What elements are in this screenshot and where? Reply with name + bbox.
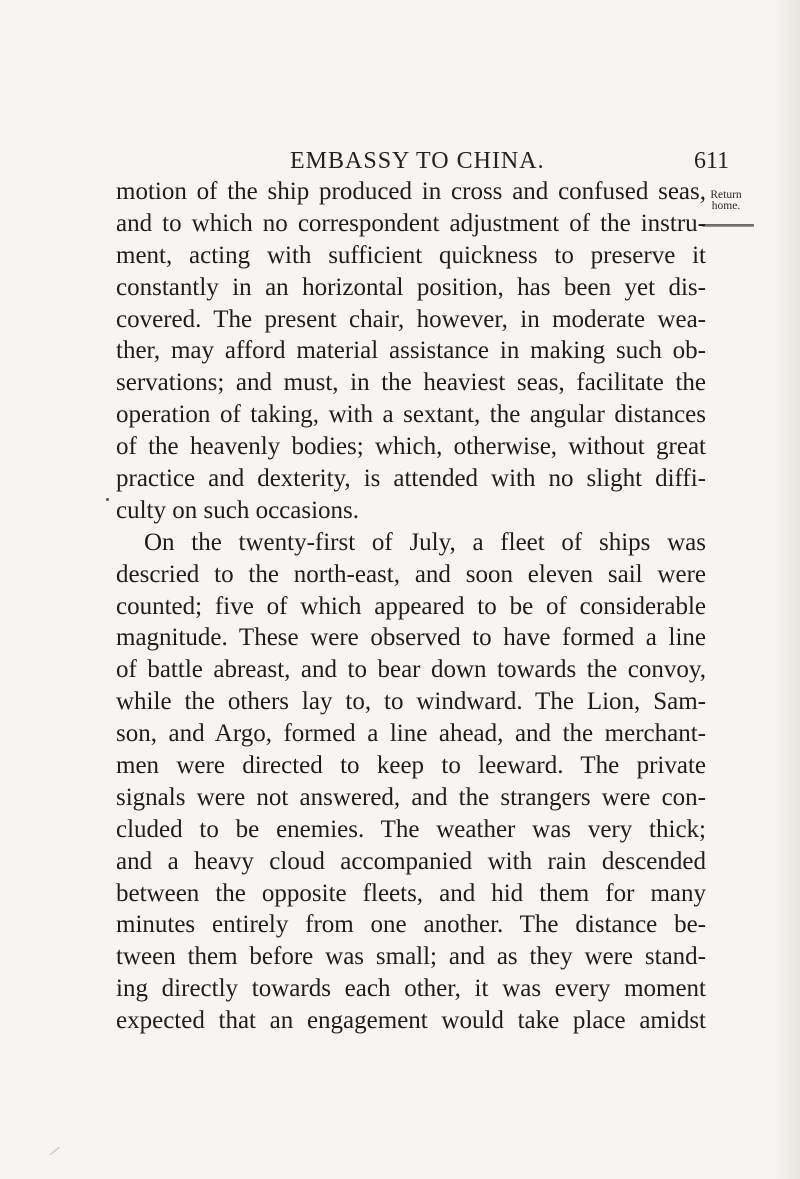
text-line: while the others lay to, to windward. The Lion, Sam- <box>116 688 706 716</box>
marginal-note-line-1: Return <box>710 189 742 201</box>
page-edge-shadow <box>774 0 800 1179</box>
stray-ink-mark <box>106 498 109 501</box>
text-line: counted; five of which appeared to be of considerable <box>116 592 706 620</box>
text-line: ment, acting with sufficient quickness to preserve it <box>116 241 706 269</box>
text-line: signals were not answered, and the strangers were con- <box>116 783 706 811</box>
text-line: men were directed to keep to leeward. The private <box>116 752 706 780</box>
text-line: son, and Argo, formed a line ahead, and the merchant- <box>116 720 706 748</box>
text-line: and to which no correspondent adjustment of the instru- <box>116 209 706 237</box>
text-line: between the opposite fleets, and hid them for many <box>116 879 706 907</box>
text-line: of the heavenly bodies; which, otherwise, without great <box>116 433 706 461</box>
text-line: servations; and must, in the heaviest seas, facilitate the <box>116 369 706 397</box>
text-line: tween them before was small; and as they were stand- <box>116 943 706 971</box>
running-title: EMBASSY TO CHINA. <box>290 148 545 174</box>
text-line: On the twenty-first of July, a fleet of ships was <box>144 528 706 556</box>
text-line: of battle abreast, and to bear down towards the convoy, <box>116 656 706 684</box>
text-line: descried to the north-east, and soon eleven sail were <box>116 560 706 588</box>
text-line: and a heavy cloud accompanied with rain descended <box>116 847 706 875</box>
text-line: ther, may afford material assistance in making such ob- <box>116 337 706 365</box>
text-line: culty on such occasions. <box>116 496 360 524</box>
text-line: expected that an engagement would take place amidst <box>116 1007 706 1035</box>
text-line: motion of the ship produced in cross and confused seas, <box>116 178 706 205</box>
text-line: covered. The present chair, however, in moderate wea- <box>116 305 706 333</box>
page-smudge <box>50 1147 62 1159</box>
text-line: minutes entirely from one another. The distance be- <box>116 911 706 939</box>
text-line: operation of taking, with a sextant, the angular distances <box>116 401 706 429</box>
text-line: cluded to be enemies. The weather was very thick; <box>116 815 706 843</box>
marginal-note-line-2: home. <box>711 200 741 212</box>
page-number: 611 <box>694 148 730 174</box>
marginal-note <box>702 190 750 212</box>
text-line: ing directly towards each other, it was every moment <box>116 975 706 1003</box>
body-text <box>116 176 706 1037</box>
text-line: constantly in an horizontal position, has been yet dis- <box>116 273 706 301</box>
marginal-rule <box>702 224 754 227</box>
text-line: magnitude. These were observed to have formed a line <box>116 624 706 652</box>
text-line: practice and dexterity, is attended with no slight diffi- <box>116 465 706 493</box>
